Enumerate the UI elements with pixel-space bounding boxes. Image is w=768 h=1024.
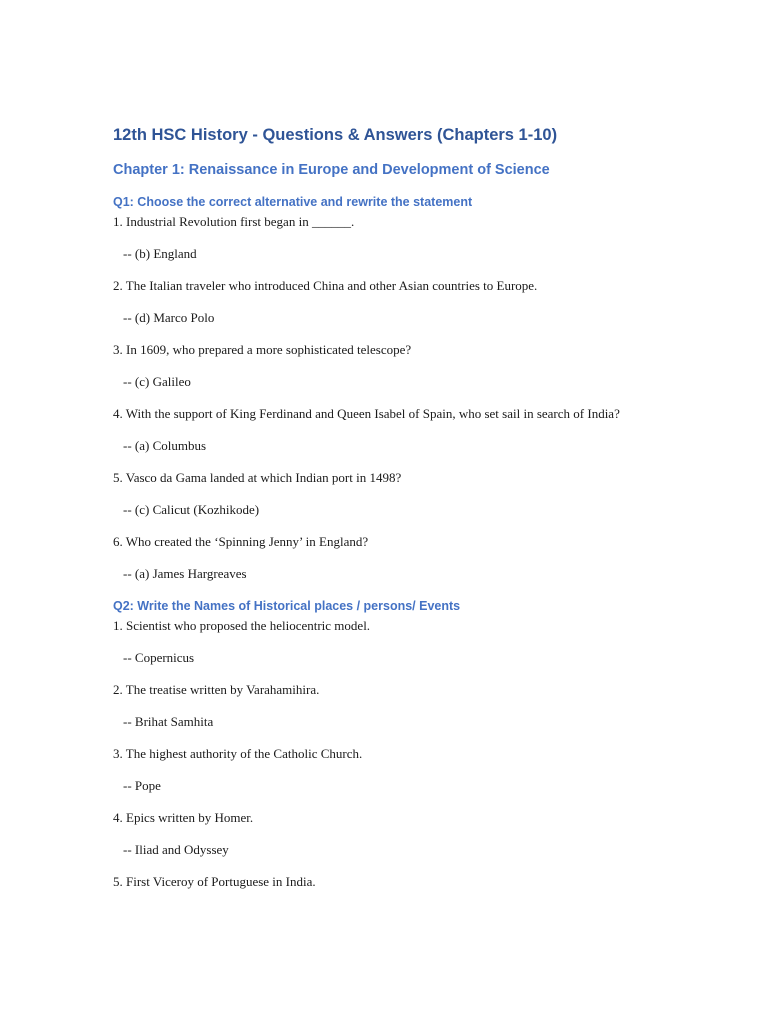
answer-text: -- Pope: [123, 778, 161, 793]
question-text: 2. The treatise written by Varahamihira.: [113, 682, 320, 697]
question-text: 5. First Viceroy of Portuguese in India.: [113, 874, 316, 889]
chapter-heading: Chapter 1: Renaissance in Europe and Development of Science: [113, 162, 550, 178]
answer-text: -- (c) Galileo: [123, 374, 191, 389]
document-title: 12th HSC History - Questions & Answers (Chapters 1-10): [113, 126, 558, 144]
question-text: 1. Industrial Revolution first began in ______.: [113, 214, 355, 229]
answer-text: -- (c) Calicut (Kozhikode): [123, 502, 260, 517]
question-text: 4. Epics written by Homer.: [113, 810, 254, 825]
answer-text: -- (d) Marco Polo: [123, 310, 215, 325]
question-text: 1. Scientist who proposed the heliocentric model.: [113, 618, 371, 633]
answer-text: -- (a) James Hargreaves: [123, 566, 247, 581]
question-text: 5. Vasco da Gama landed at which Indian port in 1498?: [113, 470, 402, 485]
section-heading: Q1: Choose the correct alternative and rewrite the statement: [113, 195, 473, 209]
question-text: 3. In 1609, who prepared a more sophisticated telescope?: [113, 342, 412, 357]
answer-text: -- (b) England: [123, 246, 197, 261]
section-q1: [113, 192, 648, 584]
question-text: 2. The Italian traveler who introduced China and other Asian countries to Europe.: [113, 278, 538, 293]
question-text: 4. With the support of King Ferdinand and Queen Isabel of Spain, who set sail in search of India?: [113, 406, 620, 421]
answer-text: -- Brihat Samhita: [123, 714, 214, 729]
question-text: 6. Who created the ‘Spinning Jenny’ in England?: [113, 534, 369, 549]
section-q2: [113, 596, 648, 892]
answer-text: -- (a) Columbus: [123, 438, 207, 453]
answer-text: -- Copernicus: [123, 650, 195, 665]
question-text: 3. The highest authority of the Catholic Church.: [113, 746, 363, 761]
answer-text: -- Iliad and Odyssey: [123, 842, 229, 857]
section-heading: Q2: Write the Names of Historical places / persons/ Events: [113, 599, 461, 613]
